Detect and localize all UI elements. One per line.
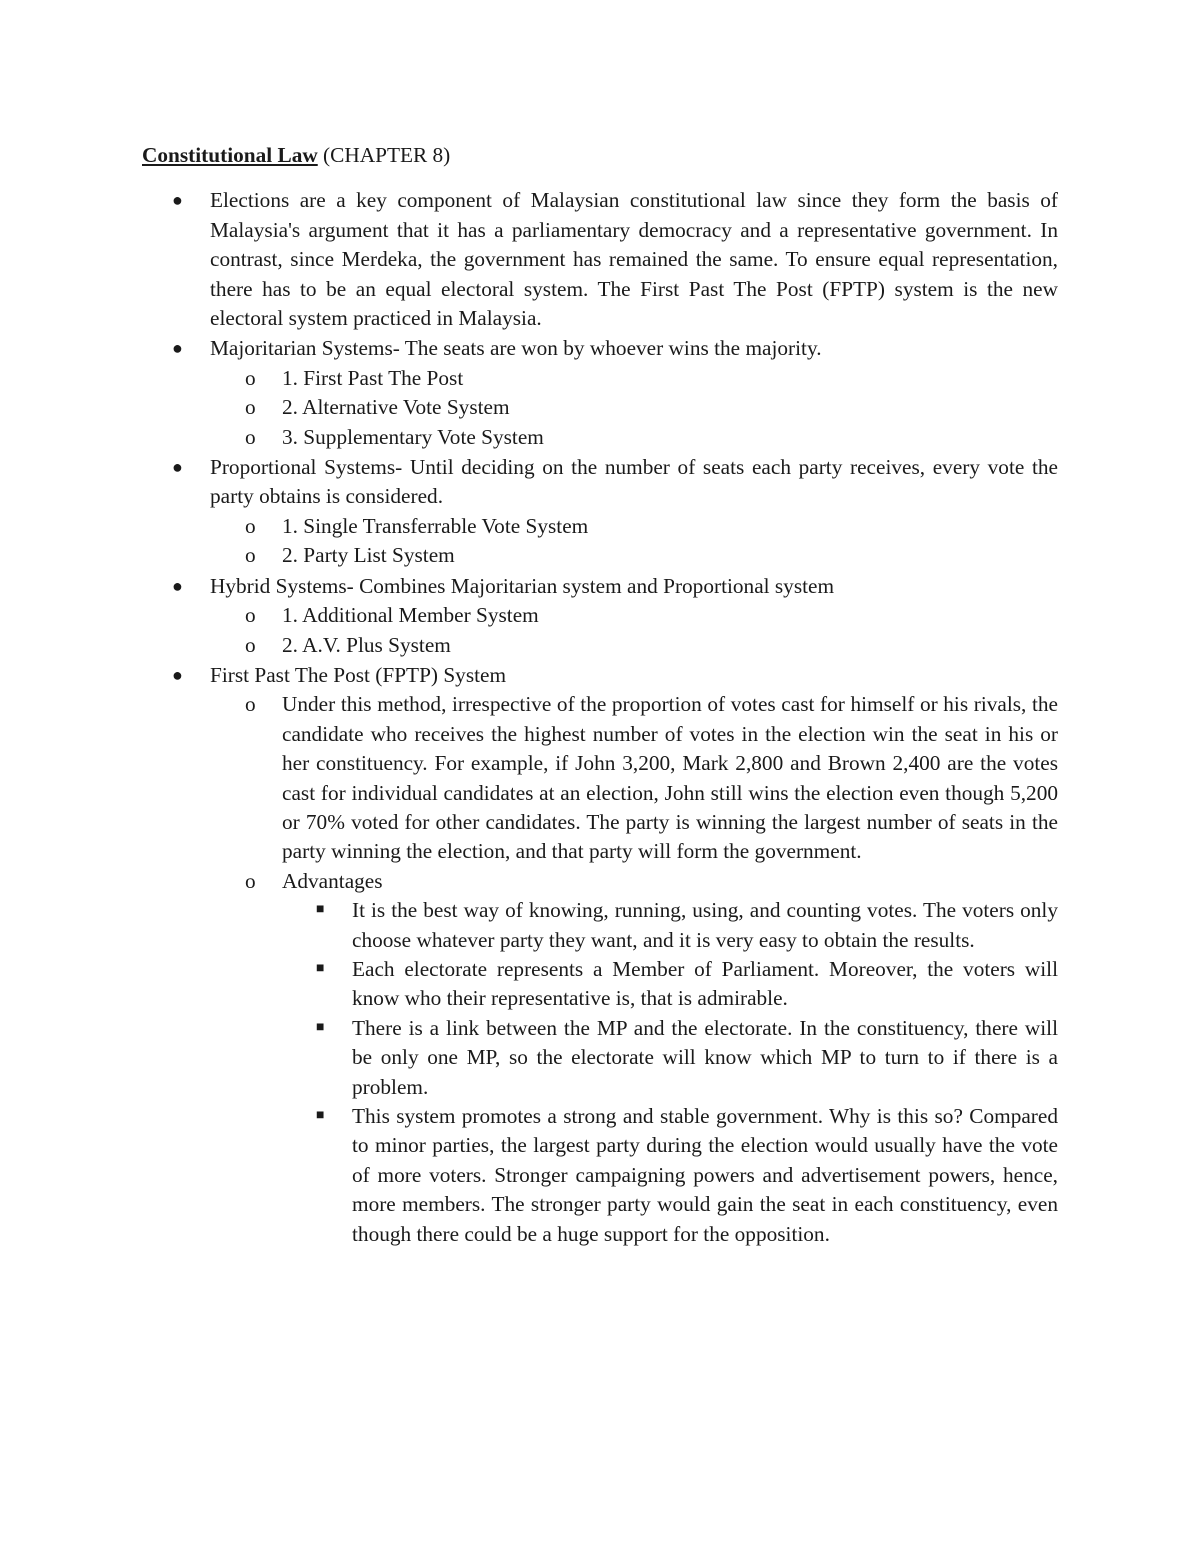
list-item — [142, 572, 1058, 660]
bullet-marker: ● — [172, 338, 183, 359]
sub-list-item-text: Under this method, irrespective of the proportion of votes cast for himself or his rivals, the candidate who receives the highest number of votes in the election win the seat in his or her constituency. For example, if John 3,200, Mark 2,800 and Brown 2,400 are the votes cast for individual candidates at an election, John still wins the election even though 5,200 or 70% voted for other candidates. The party is winning the largest number of seats in the party winning the election, and that party will form the government. — [282, 692, 1058, 864]
list-item — [142, 661, 1058, 1249]
list-item — [142, 334, 1058, 452]
list-item — [142, 186, 1058, 333]
bullet-marker: ● — [172, 664, 183, 685]
advantage-item — [282, 1102, 1058, 1249]
circle-marker: o — [245, 395, 256, 420]
sub-list-item — [210, 364, 1058, 393]
circle-marker: o — [245, 543, 256, 568]
circle-marker: o — [245, 692, 256, 717]
bullet-marker: ● — [172, 575, 183, 596]
sub-list-item — [210, 690, 1058, 866]
list-item — [142, 453, 1058, 571]
circle-marker: o — [245, 424, 256, 449]
list-item-text: First Past The Post (FPTP) System — [210, 662, 507, 687]
sub-list-item — [210, 541, 1058, 570]
square-marker: ■ — [316, 902, 325, 918]
sub-list — [214, 364, 1058, 452]
sub-list — [214, 601, 1058, 660]
document-page — [142, 141, 1058, 1250]
circle-marker: o — [245, 603, 256, 628]
sub-list-item — [210, 631, 1058, 660]
sub-list-item-text: 2. Party List System — [282, 543, 455, 568]
sub-list-item-text: 1. First Past The Post — [282, 365, 464, 390]
advantage-item — [282, 1014, 1058, 1102]
document-title: Constitutional Law — [142, 143, 318, 167]
bullet-list — [142, 186, 1058, 1249]
sub-list — [214, 512, 1058, 571]
square-marker: ■ — [316, 1108, 325, 1123]
sub-list-item — [210, 512, 1058, 541]
list-item-text: Majoritarian Systems- The seats are won by whoever wins the majority. — [210, 336, 822, 361]
advantages-label: Advantages — [282, 868, 383, 893]
square-marker: ■ — [316, 1019, 325, 1035]
sub-list-item — [210, 601, 1058, 630]
advantage-text: This system promotes a strong and stable government. Why is this so? Compared to minor parties, the largest party during the election would usually have the vote of more voters. Stronger campaigning powers and advertisement powers, hence, more members. The stronger party would gain the seat in each constituency, even though there could be a huge support for the opposition. — [352, 1104, 1058, 1246]
sub-list-item — [210, 393, 1058, 422]
sub-list-item — [210, 423, 1058, 452]
sub-list-item-text: 3. Supplementary Vote System — [282, 424, 544, 449]
circle-marker: o — [245, 365, 256, 390]
sub-list — [214, 690, 1058, 1249]
advantage-item — [282, 896, 1058, 955]
chapter-label: (CHAPTER 8) — [317, 143, 451, 167]
sub-list-item-text: 2. A.V. Plus System — [282, 632, 451, 657]
document-heading — [142, 141, 1058, 170]
square-marker: ■ — [316, 960, 325, 976]
sub-list-item-text: 1. Single Transferrable Vote System — [282, 513, 589, 538]
circle-marker: o — [245, 868, 256, 893]
sub-list-item-text: 2. Alternative Vote System — [282, 395, 510, 420]
advantages-list — [282, 896, 1058, 1249]
bullet-marker: ● — [172, 190, 183, 211]
list-item-text: Hybrid Systems- Combines Majoritarian system and Proportional system — [210, 573, 835, 598]
list-item-text: Elections are a key component of Malaysian constitutional law since they form the basis of Malaysia's argument that it has a parliamentary democracy and a representative government. In contrast, since Merdeka, the government has remained the same. To ensure equal representation, there has to be an equal electoral system. The First Past The Post (FPTP) system is the new electoral system practiced in Malaysia. — [210, 188, 1058, 331]
sub-list-item — [210, 867, 1058, 1249]
advantage-text: It is the best way of knowing, running, using, and counting votes. The voters only choose whatever party they want, and it is very easy to obtain the results. — [352, 898, 1058, 952]
sub-list-item-text: 1. Additional Member System — [282, 603, 539, 628]
advantage-item — [282, 955, 1058, 1014]
advantage-text: Each electorate represents a Member of Parliament. Moreover, the voters will know who their representative is, that is admirable. — [352, 956, 1058, 1011]
advantage-text: There is a link between the MP and the electorate. In the constituency, there will be only one MP, so the electorate will know which MP to turn to if there is a problem. — [352, 1015, 1058, 1099]
circle-marker: o — [245, 632, 256, 657]
list-item-text: Proportional Systems- Until deciding on the number of seats each party receives, every vote the party obtains is considered. — [210, 455, 1058, 509]
bullet-marker: ● — [172, 457, 183, 478]
circle-marker: o — [245, 513, 256, 538]
